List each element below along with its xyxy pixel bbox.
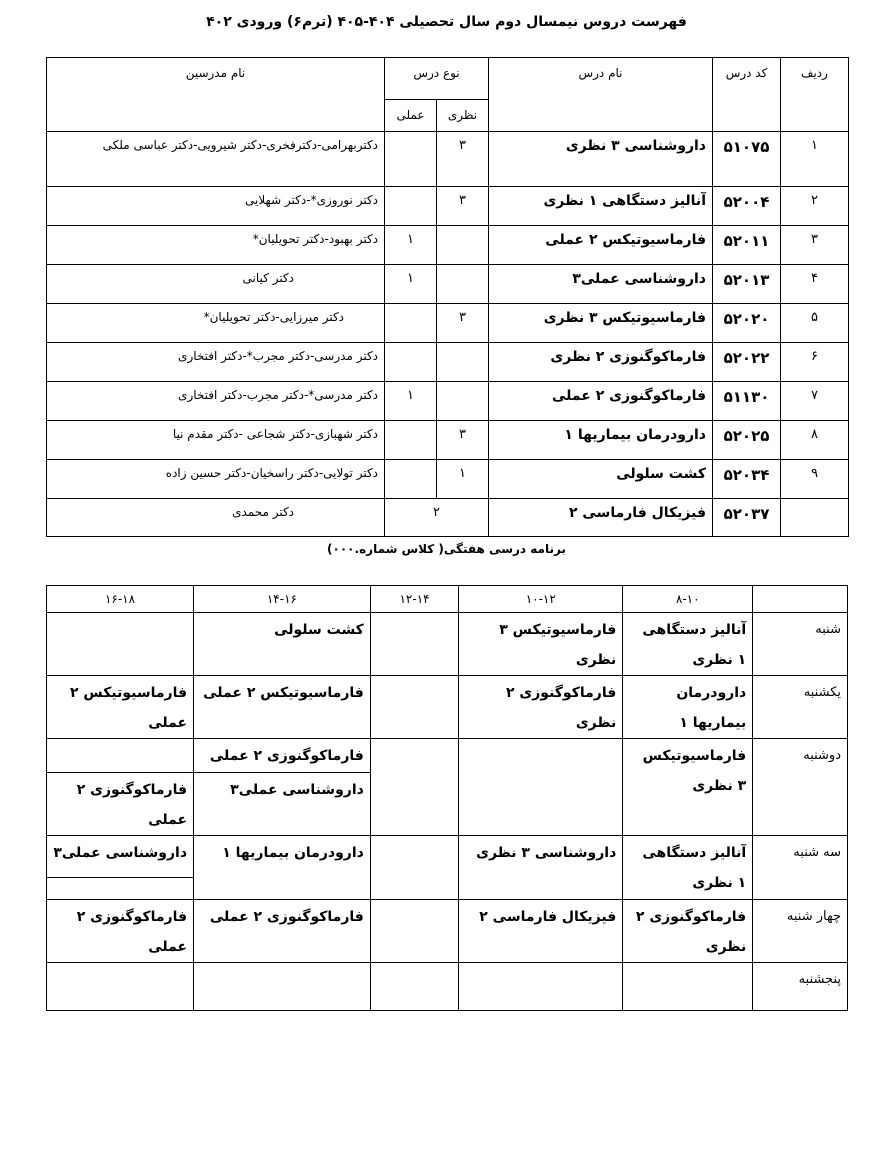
header-theory: نظری (437, 100, 489, 132)
course-name: فارماسیوتیکس ۳ نظری (489, 304, 713, 343)
teachers: دکتر تولایی-دکتر راسخیان-دکتر حسین زاده (47, 460, 385, 499)
course-code: ۵۲۰۲۵ (713, 421, 781, 460)
class-cell (623, 963, 753, 1011)
class-cell (47, 739, 194, 773)
course-units: ۲ (385, 499, 489, 537)
course-name: فارماکوگنوزی ۲ عملی (489, 382, 713, 421)
class-cell: دارودرمان بیماریها ۱ (194, 836, 371, 900)
row-number: ۶ (781, 343, 849, 382)
teachers: دکتر محمدی (47, 499, 385, 537)
class-cell (47, 613, 194, 676)
teachers: دکتر کیانی (47, 265, 385, 304)
theory-units (437, 226, 489, 265)
course-code: ۵۲۰۰۴ (713, 187, 781, 226)
header-code: کد درس (713, 58, 781, 132)
class-cell (459, 739, 623, 836)
courses-table (46, 57, 849, 537)
course-code: ۵۱۱۳۰ (713, 382, 781, 421)
day-label: چهار شنبه (753, 900, 848, 963)
row-number: ۸ (781, 421, 849, 460)
day-label: پنجشنبه (753, 963, 848, 1011)
schedule-row-monday (47, 739, 848, 773)
header-practical: عملی (385, 100, 437, 132)
class-cell (370, 613, 458, 676)
row-number: ۳ (781, 226, 849, 265)
course-name: داروشناسی عملی۳ (489, 265, 713, 304)
practical-units (385, 343, 437, 382)
class-cell: فارماسیوتیکس ۳ نظری (459, 613, 623, 676)
table-row (47, 304, 849, 343)
theory-units: ۳ (437, 187, 489, 226)
header-row: ردیف (781, 58, 849, 132)
practical-units (385, 132, 437, 187)
course-name: فیزیکال فارماسی ۲ (489, 499, 713, 537)
course-code: ۵۲۰۱۳ (713, 265, 781, 304)
page-title: فهرست دروس نیمسال دوم سال تحصیلی ۴۰۴-۴۰۵ (ترم۶) ورودی ۴۰۲ (206, 14, 687, 30)
schedule-row-wednesday (47, 900, 848, 963)
class-cell: داروشناسی ۳ نظری (459, 836, 623, 900)
schedule-row-sunday (47, 676, 848, 739)
row-number: ۷ (781, 382, 849, 421)
class-cell (194, 963, 371, 1011)
theory-units (437, 265, 489, 304)
class-cell: فارماسیوتیکس ۳ نظری (623, 739, 753, 836)
class-cell: آنالیز دستگاهی ۱ نظری (623, 613, 753, 676)
class-cell (370, 900, 458, 963)
course-code: ۵۲۰۱۱ (713, 226, 781, 265)
table-row (47, 343, 849, 382)
teachers: دکتر مدرسی-دکتر مجرب*-دکتر افتخاری (47, 343, 385, 382)
class-cell: فارماسیوتیکس ۲ عملی (194, 676, 371, 739)
course-code: ۵۲۰۲۰ (713, 304, 781, 343)
schedule-row-thursday (47, 963, 848, 1011)
class-cell (47, 963, 194, 1011)
course-name: فارماسیوتیکس ۲ عملی (489, 226, 713, 265)
table-row (47, 265, 849, 304)
row-number (781, 499, 849, 537)
class-cell (370, 676, 458, 739)
theory-units (437, 343, 489, 382)
table-row (47, 187, 849, 226)
course-name: دارودرمان بیماریها ۱ (489, 421, 713, 460)
day-label: سه شنبه (753, 836, 848, 900)
corner-cell (753, 586, 848, 613)
course-code: ۵۲۰۳۷ (713, 499, 781, 537)
schedule-title: برنامه درسی هفتگی( کلاس شماره.۰۰۰) (327, 542, 566, 556)
practical-units: ۱ (385, 226, 437, 265)
row-number: ۹ (781, 460, 849, 499)
class-cell: آنالیز دستگاهی ۱ نظری (623, 836, 753, 900)
time-slot-header: ۱۶-۱۸ (47, 586, 194, 613)
class-cell (47, 878, 194, 900)
class-cell: فارماکوگنوزی ۲ عملی (47, 773, 194, 836)
teachers: دکتربهرامی-دکترفخری-دکتر شیرویی-دکتر عباسی ملکی (47, 132, 385, 187)
practical-units: ۱ (385, 382, 437, 421)
class-cell: فارماکوگنوزی ۲ عملی (194, 900, 371, 963)
theory-units (437, 382, 489, 421)
teachers: دکتر بهبود-دکتر تحویلیان* (47, 226, 385, 265)
row-number: ۲ (781, 187, 849, 226)
teachers: دکتر نوروزی*-دکتر شهلایی (47, 187, 385, 226)
theory-units: ۱ (437, 460, 489, 499)
practical-units: ۱ (385, 265, 437, 304)
row-number: ۵ (781, 304, 849, 343)
day-label: یکشنبه (753, 676, 848, 739)
teachers: دکتر مدرسی*-دکتر مجرب-دکتر افتخاری (47, 382, 385, 421)
class-cell: فارماسیوتیکس ۲ عملی (47, 676, 194, 739)
course-name: فارماکوگنوزی ۲ نظری (489, 343, 713, 382)
row-number: ۱ (781, 132, 849, 187)
class-cell (459, 963, 623, 1011)
course-name: آنالیز دستگاهی ۱ نظری (489, 187, 713, 226)
class-cell (370, 963, 458, 1011)
teachers: دکتر شهبازی-دکتر شجاعی -دکتر مقدم نیا (47, 421, 385, 460)
class-cell (370, 739, 458, 836)
table-row (47, 226, 849, 265)
time-slot-header: ۸-۱۰ (623, 586, 753, 613)
practical-units (385, 304, 437, 343)
practical-units (385, 187, 437, 226)
class-cell: فارماکوگنوزی ۲ نظری (623, 900, 753, 963)
schedule-row-tuesday (47, 836, 848, 878)
practical-units (385, 421, 437, 460)
teachers: دکتر میرزایی-دکتر تحویلیان* (47, 304, 385, 343)
time-slot-header: ۱۰-۱۲ (459, 586, 623, 613)
day-label: دوشنبه (753, 739, 848, 836)
class-cell: فیزیکال فارماسی ۲ (459, 900, 623, 963)
header-type: نوع درس (385, 58, 489, 100)
theory-units: ۳ (437, 304, 489, 343)
class-cell: فارماکوگنوزی ۲ عملی (47, 900, 194, 963)
course-name: کشت سلولی (489, 460, 713, 499)
course-code: ۵۱۰۷۵ (713, 132, 781, 187)
table-row (47, 132, 849, 187)
theory-units: ۳ (437, 421, 489, 460)
day-label: شنبه (753, 613, 848, 676)
header-name: نام درس (489, 58, 713, 132)
time-slot-header: ۱۲-۱۴ (370, 586, 458, 613)
practical-units (385, 460, 437, 499)
table-row (47, 460, 849, 499)
time-slot-header: ۱۴-۱۶ (194, 586, 371, 613)
table-row (47, 421, 849, 460)
header-teachers: نام مدرسین (47, 58, 385, 132)
class-cell: کشت سلولی (194, 613, 371, 676)
course-code: ۵۲۰۳۴ (713, 460, 781, 499)
class-cell: فارماکوگنوزی ۲ عملی (194, 739, 371, 773)
course-name: داروشناسی ۳ نظری (489, 132, 713, 187)
class-cell (370, 836, 458, 900)
row-number: ۴ (781, 265, 849, 304)
schedule-table (46, 585, 848, 1011)
table-row (47, 499, 849, 537)
class-cell: دارودرمان بیماریها ۱ (623, 676, 753, 739)
theory-units: ۳ (437, 132, 489, 187)
course-code: ۵۲۰۲۲ (713, 343, 781, 382)
class-cell: فارماکوگنوزی ۲ نظری (459, 676, 623, 739)
class-cell: داروشناسی عملی۳ (47, 836, 194, 878)
class-cell: داروشناسی عملی۳ (194, 773, 371, 836)
schedule-row-saturday (47, 613, 848, 676)
table-row (47, 382, 849, 421)
